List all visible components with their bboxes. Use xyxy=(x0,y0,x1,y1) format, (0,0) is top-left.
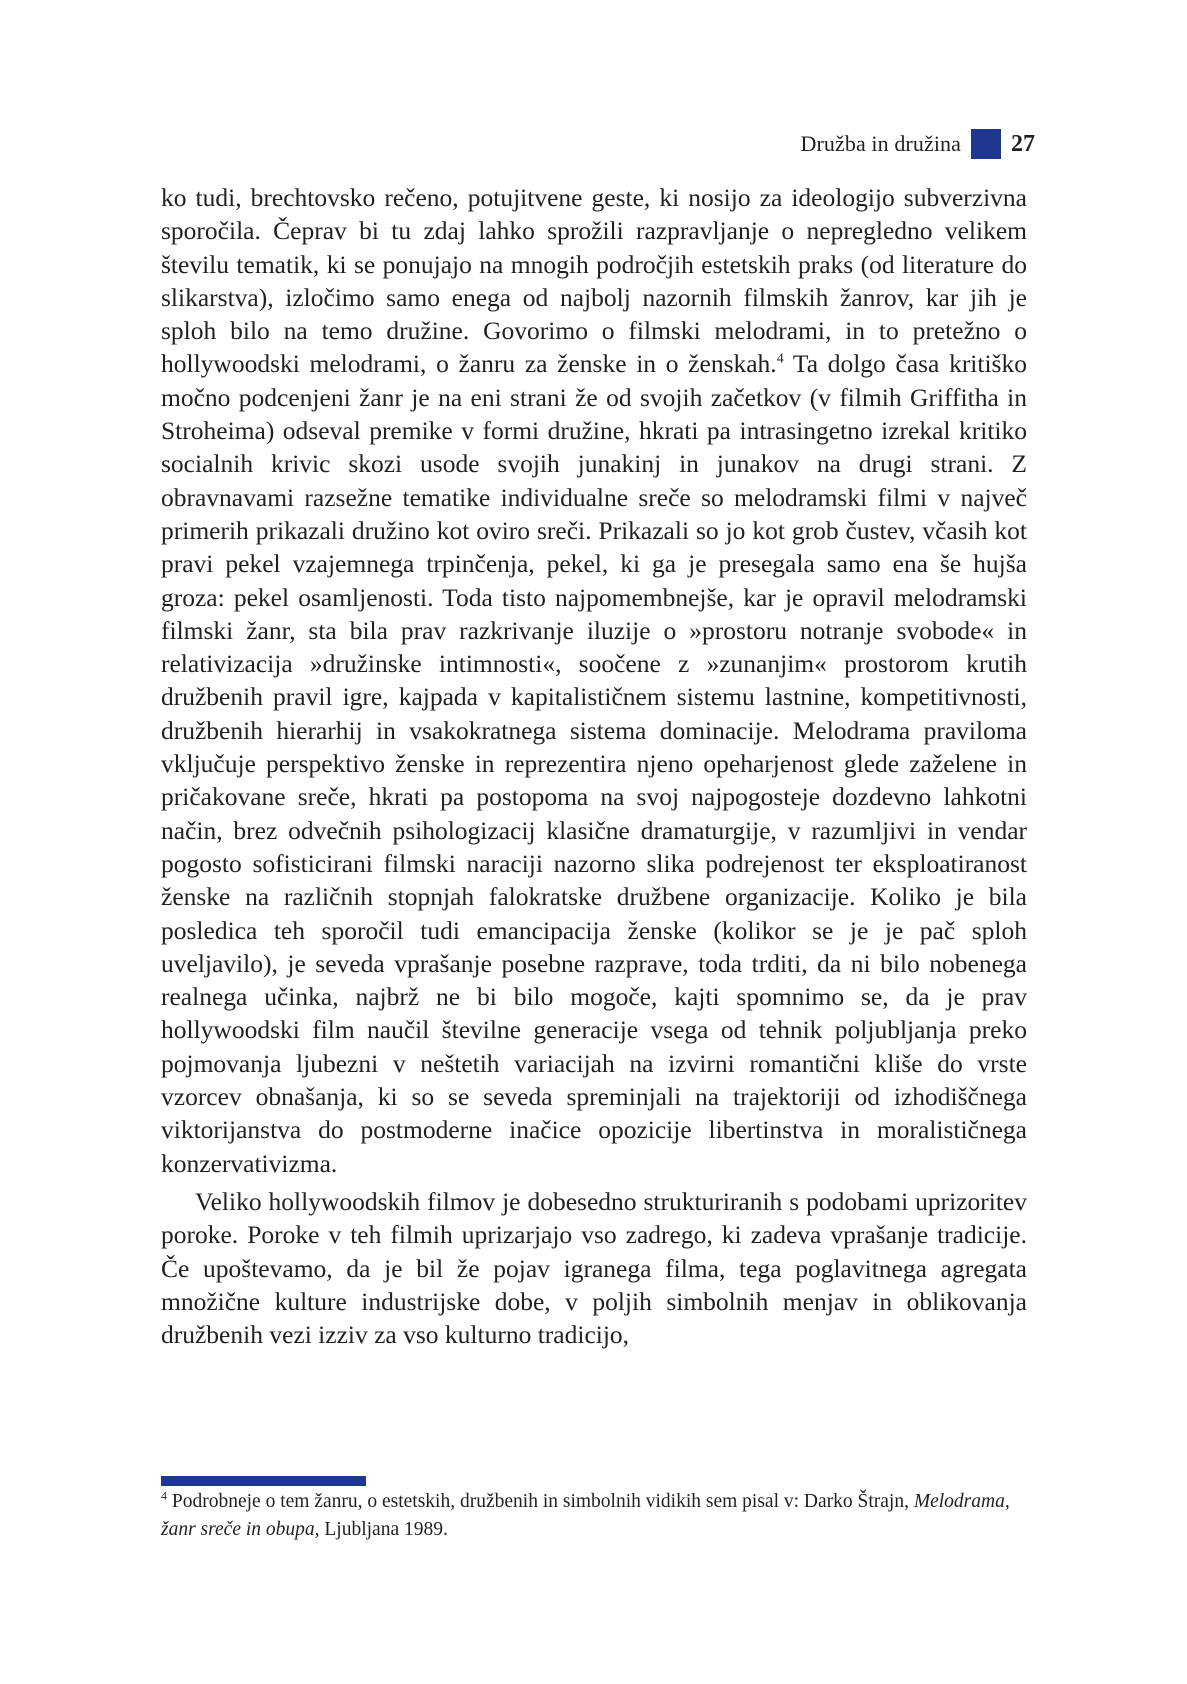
body-text xyxy=(161,181,1027,1351)
page-number: 27 xyxy=(1011,130,1035,157)
footnote-number: 4 xyxy=(161,1488,167,1503)
header-accent-square xyxy=(971,129,1001,159)
paragraph-text: ko tudi, brechtovsko rečeno, potujitvene geste, ki nosijo za ideologijo subverzivna sporočila. Čeprav bi tu zdaj lahko sprožili razpravljanje o nepregledno velikem številu tematik, ki se ponujajo na mnogih področjih estetskih praks (od literature do slikarstva), izločimo samo enega od najbolj nazornih filmskih žanrov, kar jih je sploh bilo na temo družine. Govorimo o filmski melodrami, in to pretežno o hollywoodski melodrami, o žanru za ženske in o ženskah. xyxy=(161,183,1027,379)
footnote-book-title: Melodrama, žanr sreče in obupa, xyxy=(161,1491,1010,1540)
paragraph-text: Veliko hollywoodskih filmov je dobesedno strukturiranih s podobami uprizoritev poroke. Poroke v teh filmih uprizarjajo vso zadrego, ki zadeva vprašanje tradicije. Če upoštevamo, da je bil že pojav igranega filma, tega poglavitnega agregata množične kulture industrijske dobe, v poljih simbolnih menjav in oblikovanja družbenih vezi izziv za vso kulturno tradicijo, xyxy=(161,1186,1027,1350)
footnote-reference: 4 xyxy=(776,351,784,367)
running-header xyxy=(800,127,1035,161)
running-title: Družba in družina xyxy=(800,131,961,156)
paragraph xyxy=(161,181,1027,1180)
paragraph-text: Ta dolgo časa kritiško močno podcenjeni žanr je na eni strani že od svojih začetkov (v filmih Griffitha in Stroheima) odseval premike v formi družine, hkrati pa intrasingetno izrekal kritiko socialnih krivic skozi usode svojih junakinj in junakov na drugi strani. Z obravnavami razsežne tematike individualne sreče so melodramski filmi v največ primerih prikazali družino kot oviro sreči. Prikazali so jo kot grob čustev, včasih kot pravi pekel vzajemnega trpinčenja, pekel, ki ga je presegala samo ena še hujša groza: pekel osamljenosti. Toda tisto najpomembnejše, kar je opravil melodramski filmski žanr, sta bila prav razkrivanje iluzije o »prostoru notranje svobode« in relativizacija »družinske intimnosti«, soočene z »zunanjim« prostorom krutih družbenih pravil igre, kajpada v kapitalističnem sistemu lastnine, kompetitivnosti, družbenih hierarhij in vsakokratnega sistema dominacije. Melodrama praviloma vključuje perspektivo ženske in reprezentira njeno opeharjenost glede zaželene in pričakovane sreče, hkrati pa postopoma na svoj najpogosteje dozdevno lahkotni način, brez odvečnih psihologizacij klasične dramaturgije, v razumljivi in vendar pogosto sofisticirani filmski naraciji nazorno slika podrejenost ter eksploatiranost ženske na različnih stopnjah falokratske družbene organizacije. Koliko je bila posledica teh sporočil tudi emancipacija ženske (kolikor se je je pač sploh uveljavilo), je seveda vprašanje posebne razprave, toda trditi, da ni bilo nobenega realnega učinka, najbrž ne bi bilo mogoče, kajti spomnimo se, da je prav hollywoodski film naučil številne generacije vsega od tehnik poljubljanja preko pojmovanja ljubezni v neštetih variacijah na izvirni romantični kliše do vrste vzorcev obnašanja, ki so se seveda spreminjali na trajektoriji od izhodiščnega viktorijanstva do postmoderne inačice opozicije libertinstva in moralističnega konzervativizma. xyxy=(161,349,1027,1178)
paragraph xyxy=(161,1185,1027,1351)
footnote xyxy=(161,1488,1027,1544)
footnote-divider xyxy=(161,1476,366,1486)
footnote-text: Ljubljana 1989. xyxy=(319,1519,448,1540)
footnote-text: Podrobneje o tem žanru, o estetskih, družbenih in simbolnih vidikih sem pisal v: Darko Štrajn, xyxy=(167,1491,914,1512)
